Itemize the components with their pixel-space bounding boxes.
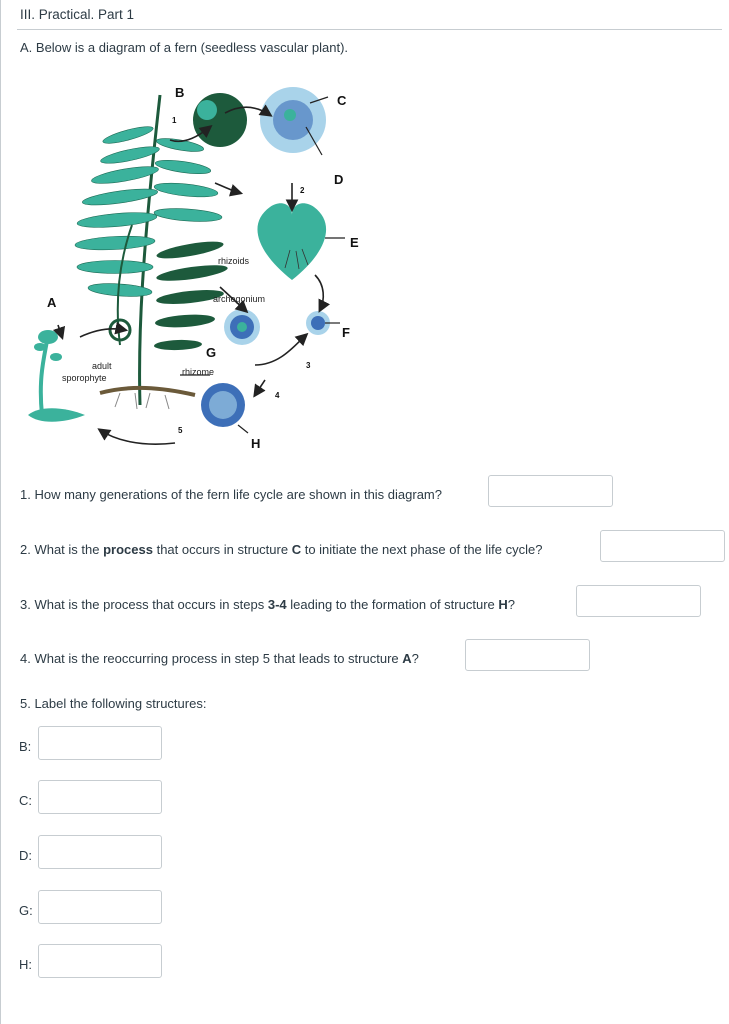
label-c: C [337, 93, 347, 108]
gametophyte-e [257, 203, 326, 280]
label-field-d-box[interactable] [38, 835, 162, 869]
answer-4-input[interactable] [466, 640, 589, 670]
question-1: 1. How many generations of the fern life cycle are shown in this diagram? [20, 487, 442, 502]
label-h: H [251, 436, 261, 451]
step-5: 5 [178, 426, 183, 435]
step-2: 2 [300, 186, 305, 195]
label-field-d-input[interactable] [39, 836, 161, 868]
label-field-b-label: B: [19, 739, 32, 754]
label-field-c-label: C: [19, 793, 32, 808]
archegonium-g [224, 309, 260, 345]
section-title: III. Practical. Part 1 [20, 7, 135, 22]
step-3: 3 [306, 361, 311, 370]
step-4: 4 [275, 391, 280, 400]
caption-archegonium: archegonium [213, 294, 266, 304]
label-field-g-input[interactable] [39, 891, 161, 923]
label-f: F [342, 325, 350, 340]
label-field-c-box[interactable] [38, 780, 162, 814]
label-d: D [334, 172, 344, 187]
answer-4-box[interactable] [465, 639, 590, 671]
answer-2-box[interactable] [600, 530, 725, 562]
label-e: E [350, 235, 359, 250]
fern-life-cycle-diagram [20, 75, 380, 455]
question-5-prompt: 5. Label the following structures: [20, 696, 207, 711]
label-field-d-label: D: [19, 848, 32, 863]
question-3: 3. What is the process that occurs in steps 3-4 leading to the formation of structure H? [20, 597, 515, 612]
intro-text: A. Below is a diagram of a fern (seedless vascular plant). [20, 40, 349, 55]
answer-3-input[interactable] [577, 586, 700, 616]
question-4: 4. What is the reoccurring process in step 5 that leads to structure A? [20, 651, 419, 666]
answer-1-box[interactable] [488, 475, 613, 507]
section-divider [17, 29, 722, 30]
answer-1-input[interactable] [489, 476, 612, 506]
label-field-b-box[interactable] [38, 726, 162, 760]
zygote-h [201, 383, 245, 427]
label-field-h-input[interactable] [39, 945, 161, 977]
label-field-h-label: H: [19, 957, 32, 972]
caption-adult: adult [92, 361, 112, 371]
answer-3-box[interactable] [576, 585, 701, 617]
spore-release-c [260, 87, 326, 153]
sporangium-b [193, 93, 247, 147]
label-field-g-label: G: [19, 903, 33, 918]
caption-rhizome: rhizome [182, 367, 215, 377]
label-b: B [175, 85, 185, 100]
label-g: G [206, 345, 217, 360]
label-field-h-box[interactable] [38, 944, 162, 978]
question-2: 2. What is the process that occurs in structure C to initiate the next phase of the life cycle? [20, 542, 543, 557]
caption-rhizoids: rhizoids [218, 256, 250, 266]
label-field-c-input[interactable] [39, 781, 161, 813]
answer-2-input[interactable] [601, 531, 724, 561]
label-field-b-input[interactable] [39, 727, 161, 759]
caption-sporophyte: sporophyte [62, 373, 107, 383]
label-a: A [47, 295, 57, 310]
left-border [0, 0, 1, 1024]
label-field-g-box[interactable] [38, 890, 162, 924]
step-1: 1 [172, 116, 177, 125]
